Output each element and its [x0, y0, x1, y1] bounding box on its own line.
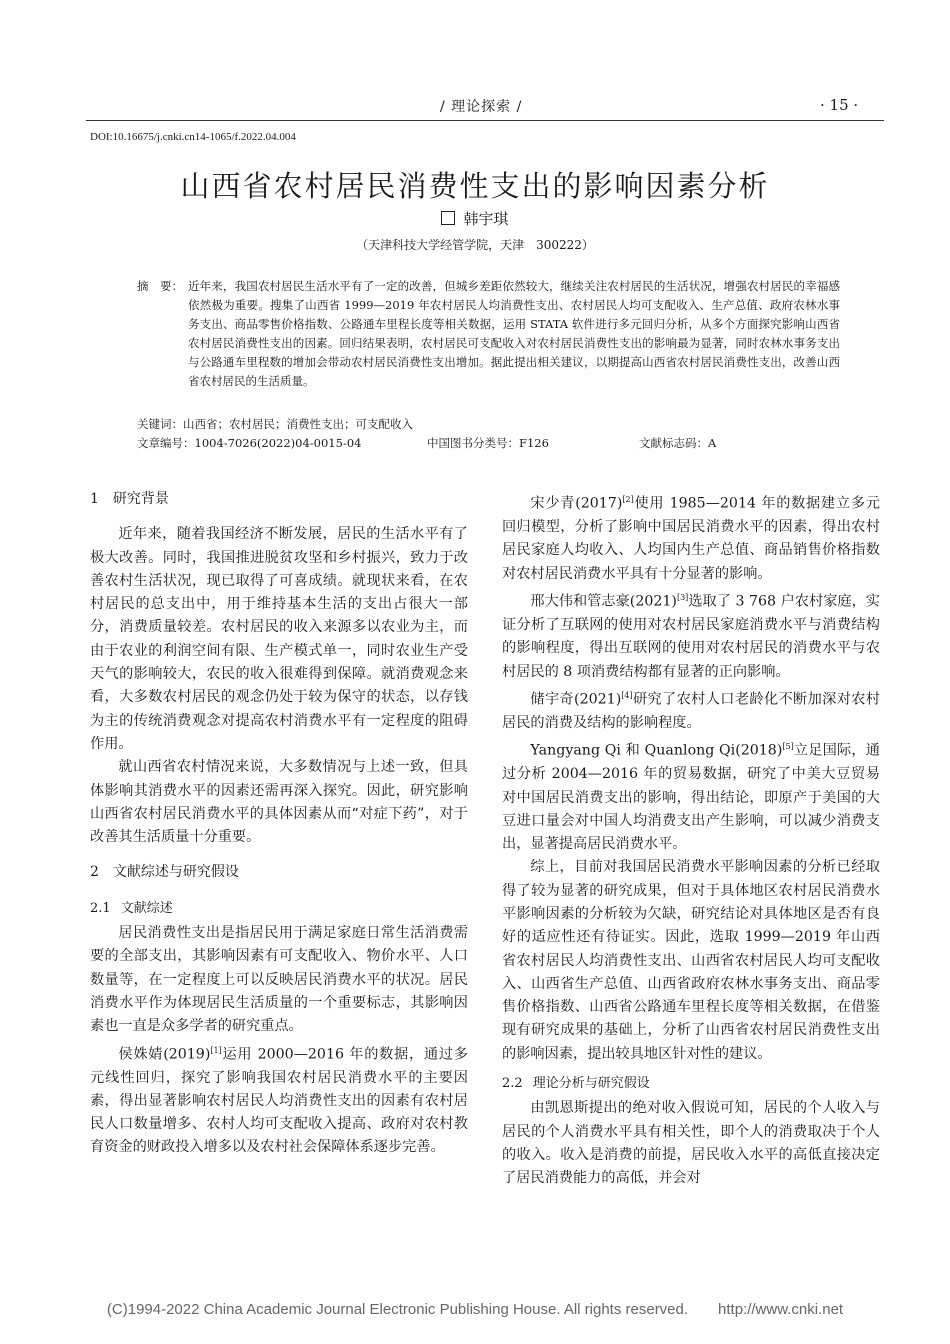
paragraph: 近年来，随着我国经济不断发展，居民的生活水平有了极大改善。同时，我国推进脱贫攻坚和乡村振兴，致力于改善农村生活状况，现已取得了可喜成绩。就现状来看，在农村居民的总支出中，用于维持基本生活的支出占很大一部分，消费质量较差。农村居民的收入来源多以农业为主，而由于农业的利润空间有限、生产模式单一，同时农业生产受天气的影响较大，农民的收入很难得到保障。就消费观念来看，大多数农村居民的观念仍处于较为保守的状态，以存钱为主的传统消费观念对提高农村消费水平有一定程度的阻碍作用。: [90, 526, 468, 752]
abstract-label: 摘 要：: [137, 279, 183, 293]
article-number: 文章编号：1004-7026(2022)04-0015-04: [137, 436, 362, 450]
right-column: [502, 488, 880, 1191]
citation: [1]: [210, 1045, 222, 1055]
author-line: [0, 208, 950, 229]
affiliation: （天津科技大学经管学院，天津 300222）: [356, 238, 594, 252]
copyright-footer: (C)1994-2022 China Academic Journal Electronic Publishing House. All rights reserved. http://www.cnki.net: [106, 1301, 844, 1318]
page-number: · 15 ·: [820, 96, 859, 114]
paragraph: 侯姝婧(2019)[1]运用 2000—2016 年的数据，通过多元线性回归，探究了影响我国农村居民消费水平的主要因素，得出显著影响农村居民人均消费性支出的因素有农村居民人口数量增多、农村人均可支配收入提高、政府对农村教育资金的财政投入增多以及农村社会保障体系逐步完善。: [90, 1045, 468, 1156]
subsection-heading-2-2: 2.2 理论分析与研究假设: [502, 1076, 650, 1092]
paragraph: 由凯恩斯提出的绝对收入假说可知，居民的个人收入与居民的个人消费水平具有相关性，即个人的消费取决于个人的收入。收入是消费的前提，居民收入水平的高低直接决定了居民消费能力的高低，并会对: [502, 1100, 880, 1187]
citation: [4]: [621, 690, 633, 700]
journal-section: / 理论探索 /: [440, 99, 523, 115]
paragraph: Yangyang Qi 和 Quanlong Qi(2018)[5]立足国际，通过分析 2004—2016 年的贸易数据，研究了中美大豆贸易对中国居民消费支出的影响，得出结论，即原产于美国的大豆进口量会对中国人均消费支出产生影响，可以减少消费支出，显著提高居民消费水平。: [502, 742, 880, 853]
classification-number: 中国图书分类号：F126: [427, 436, 549, 450]
author-name: 韩宇琪: [463, 210, 509, 228]
citation: [5]: [782, 742, 794, 752]
paragraph: 邢大伟和管志豪(2021)[3]选取了 3 768 户农村家庭，实证分析了互联网的使用对农村居民家庭消费水平与消费结构的影响程度，得出互联网的使用对农村居民的消费水平与农村居民的 8 项消费结构都有显著的正向影响。: [502, 592, 880, 680]
citation: [2]: [622, 495, 634, 504]
section-heading-2: 2 文献综述与研究假设: [90, 864, 239, 881]
keywords: 关键词：山西省；农村居民；消费性支出；可支配收入: [137, 417, 413, 431]
document-code: 文献标志码：A: [639, 436, 717, 450]
paragraph: 居民消费性支出是指居民用于满足家庭日常生活消费需要的全部支出，其影响因素有可支配收入、物价水平、人口数量等，在一定程度上可以反映居民消费水平的状况。居民消费水平作为体现居民生活质量的一个重要标志，其影响因素也一直是众多学者的研究重点。: [90, 925, 468, 1035]
paragraph: 储宇奇(2021)[4]研究了农村人口老龄化不断加深对农村居民的消费及结构的影响程度。: [502, 690, 880, 731]
left-column: [90, 488, 468, 1160]
subsection-heading-2-1: 2.1 文献综述: [90, 900, 173, 916]
paragraph: 就山西省农村情况来说，大多数情况与上述一致，但具体影响其消费水平的因素还需再深入探究。因此，研究影响山西省农村居民消费水平的具体因素从而“对症下药”，对于改善其生活质量十分重要。: [90, 759, 468, 846]
square-icon: [441, 211, 455, 225]
paragraph: 综上，目前对我国居民消费水平影响因素的分析已经取得了较为显著的研究成果，但对于具体地区农村居民消费水平影响因素的分析较为欠缺，研究结论对具体地区是否有良好的适应性还有待证实。因此，选取 1999—2019 年山西省农村居民人均消费性支出、山西省农村居民人均可支配收入、山西省生产总值、山西省政府农林水事务支出、商品零售价格指数、山西省公路通车里程长度等相关数据，在借鉴现有研究成果的基础上，分析了山西省农村居民消费性支出的影响因素，提出较具地区针对性的建议。: [502, 859, 880, 1062]
paper-title: 山西省农村居民消费性支出的影响因素分析: [180, 169, 770, 203]
citation: [3]: [676, 592, 689, 602]
doi: DOI:10.16675/j.cnki.cn14-1065/f.2022.04.004: [90, 131, 296, 143]
abstract-text: 近年来，我国农村居民生活水平有了一定的改善，但城乡差距依然较大，继续关注农村居民的生活状况，增强农村居民的幸福感依然极为重要。搜集了山西省 1999—2019 年农村居民人均消费性支出、农村居民人均可支配收入、生产总值、政府农林水事务支出、商品零售价格指数、公路通车里程长度等相关数据，运用 STATA 软件进行多元回归分析，从多个方面探究影响山西省农村居民消费性支出的因素。回归结果表明，农村居民可支配收入对农村居民消费性支出的影响最为显著，同时农林水事务支出与公路通车里程数的增加会带动农村居民消费性支出增加。据此提出相关建议，以期提高山西省农村居民消费性支出，改善山西省农村居民的生活质量。: [188, 279, 840, 388]
paragraph: 宋少青(2017)[2]使用 1985—2014 年的数据建立多元回归模型，分析了影响中国居民消费水平的因素，得出农村居民家庭人均收入、人均国内生产总值、商品销售价格指数对农村居民消费水平具有十分显著的影响。: [502, 495, 880, 582]
section-heading-1: 1 研究背景: [90, 491, 169, 507]
header-divider: [86, 120, 884, 121]
